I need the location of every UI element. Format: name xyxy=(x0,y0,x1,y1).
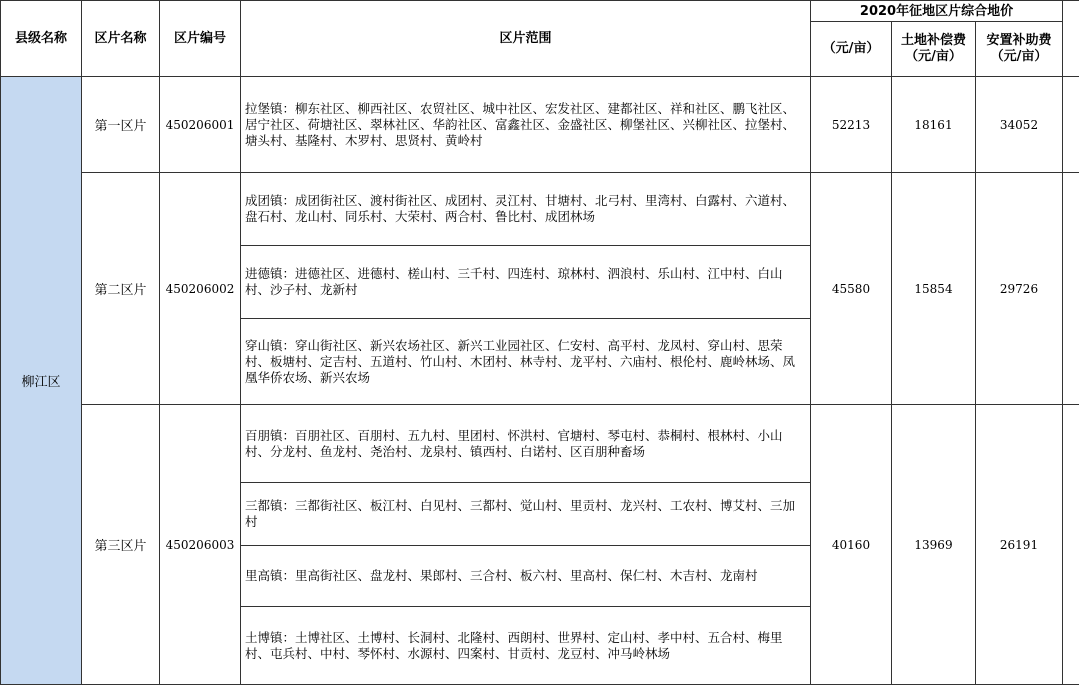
row-stub xyxy=(1063,173,1079,405)
header-stub xyxy=(1063,1,1079,77)
zone-code: 450206001 xyxy=(160,77,241,173)
zone-scope-town: 进德镇：进德社区、进德村、槎山村、三千村、四连村、琼林村、泗浪村、乐山村、江中村、白山村、沙子村、龙新村 xyxy=(241,246,811,319)
zone-scope-town: 成团镇：成团街社区、渡村街社区、成团村、灵江村、甘塘村、北弓村、里湾村、白露村、六道村、盘石村、龙山村、同乐村、大荣村、两合村、鲁比村、成团林场 xyxy=(241,173,811,246)
header-col-resettle-line2: （元/亩） xyxy=(990,49,1048,64)
header-col-total: （元/亩） xyxy=(811,22,892,77)
header-col-land-line1: 土地补偿费 xyxy=(900,33,966,48)
header-col-resettle-line1: 安置补助费 xyxy=(986,33,1052,48)
header-zone-code: 区片编号 xyxy=(160,1,241,77)
zone-scope-town: 穿山镇：穿山街社区、新兴农场社区、新兴工业园社区、仁安村、高平村、龙凤村、穿山村、思荣村、板塘村、定吉村、五道村、竹山村、木团村、林寺村、龙平村、六庙村、根伦村、鹿岭林场、凤凰华侨农场、新兴农场 xyxy=(241,319,811,405)
header-zone-scope: 区片范围 xyxy=(241,1,811,77)
zone-scope-town: 土博镇：土博社区、土博村、长洞村、北隆村、西朗村、世界村、定山村、孝中村、五合村、梅里村、屯兵村、中村、琴怀村、水源村、四案村、甘贡村、龙豆村、冲马岭林场 xyxy=(241,607,811,685)
zone-scope-town: 里高镇：里高街社区、盘龙村、果郎村、三合村、板六村、里高村、保仁村、木吉村、龙南村 xyxy=(241,546,811,607)
header-county-name: 县级名称 xyxy=(1,1,82,77)
price-land: 18161 xyxy=(892,77,976,173)
price-total: 40160 xyxy=(811,405,892,685)
price-resettle: 29726 xyxy=(976,173,1063,405)
header-col-resettle xyxy=(976,22,1063,77)
table-row xyxy=(1,405,1079,483)
table-row xyxy=(1,173,1079,246)
zone-scope-town: 百朋镇：百朋社区、百朋村、五九村、里团村、怀洪村、官塘村、琴屯村、恭桐村、根林村、小山村、分龙村、鱼龙村、尧治村、龙泉村、镇西村、白诺村、区百朋种畜场 xyxy=(241,405,811,483)
price-resettle: 26191 xyxy=(976,405,1063,685)
zone-code: 450206002 xyxy=(160,173,241,405)
county-cell: 柳江区 xyxy=(1,77,82,685)
zone-name: 第三区片 xyxy=(82,405,160,685)
price-total: 52213 xyxy=(811,77,892,173)
price-total: 45580 xyxy=(811,173,892,405)
bottom-edge xyxy=(0,686,1080,690)
zone-code: 450206003 xyxy=(160,405,241,685)
row-stub xyxy=(1063,405,1079,685)
price-resettle: 34052 xyxy=(976,77,1063,173)
row-stub xyxy=(1063,77,1079,173)
zone-name: 第一区片 xyxy=(82,77,160,173)
header-col-land-line2: （元/亩） xyxy=(905,49,962,64)
header-col-land xyxy=(892,22,976,77)
header-price-group: 2020年征地区片综合地价 xyxy=(811,1,1063,22)
table-row xyxy=(1,77,1079,173)
zone-scope-town: 三都镇：三都街社区、板江村、白见村、三都村、觉山村、里贡村、龙兴村、工农村、博艾村、三加村 xyxy=(241,483,811,546)
zone-scope-town: 拉堡镇：柳东社区、柳西社区、农贸社区、城中社区、宏发社区、建都社区、祥和社区、鹏飞社区、居宁社区、荷塘社区、翠林社区、华韵社区、富鑫社区、金盛社区、柳堡社区、兴柳社区、拉堡村、塘头村、基隆村、木罗村、思贤村、黄岭村 xyxy=(241,77,811,173)
zone-name: 第二区片 xyxy=(82,173,160,405)
header-zone-name: 区片名称 xyxy=(82,1,160,77)
price-land: 13969 xyxy=(892,405,976,685)
price-land: 15854 xyxy=(892,173,976,405)
